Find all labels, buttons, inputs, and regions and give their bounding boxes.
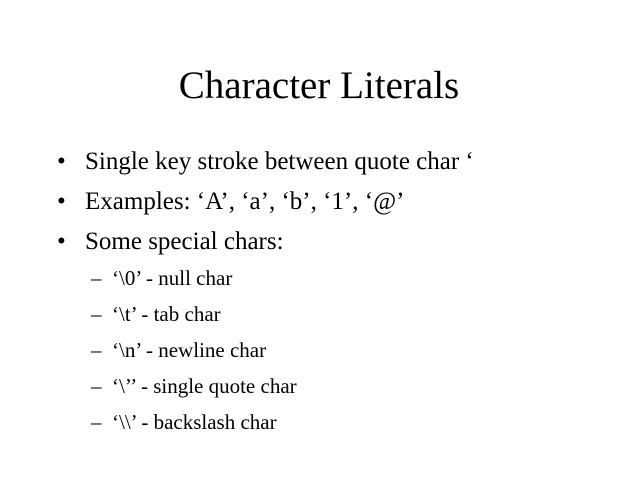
sub-bullet-text: ‘\’’ - single quote char — [112, 374, 297, 398]
bullet-text: Some special chars: — [85, 228, 284, 255]
sub-bullet-text: ‘\t’ - tab char — [112, 302, 221, 326]
sub-bullet-text: ‘\0’ - null char — [112, 266, 233, 290]
bullet-marker: • — [57, 148, 66, 175]
bullet-text: Examples: ‘A’, ‘a’, ‘b’, ‘1’, ‘@’ — [85, 188, 405, 215]
sub-bullet-marker: – — [91, 302, 102, 326]
bullet-marker: • — [57, 228, 66, 255]
sub-bullet-text: ‘\\’ - backslash char — [112, 410, 277, 434]
slide-title: Character Literals — [178, 64, 460, 107]
sub-bullet-marker: – — [91, 410, 102, 434]
bullet-marker: • — [57, 188, 66, 215]
sub-bullet-marker: – — [91, 374, 102, 398]
sub-bullet-marker: – — [91, 338, 102, 362]
bullet-text: Single key stroke between quote char ‘ — [85, 148, 474, 175]
sub-bullet-text: ‘\n’ - newline char — [112, 338, 267, 362]
sub-bullet-marker: – — [91, 266, 102, 290]
